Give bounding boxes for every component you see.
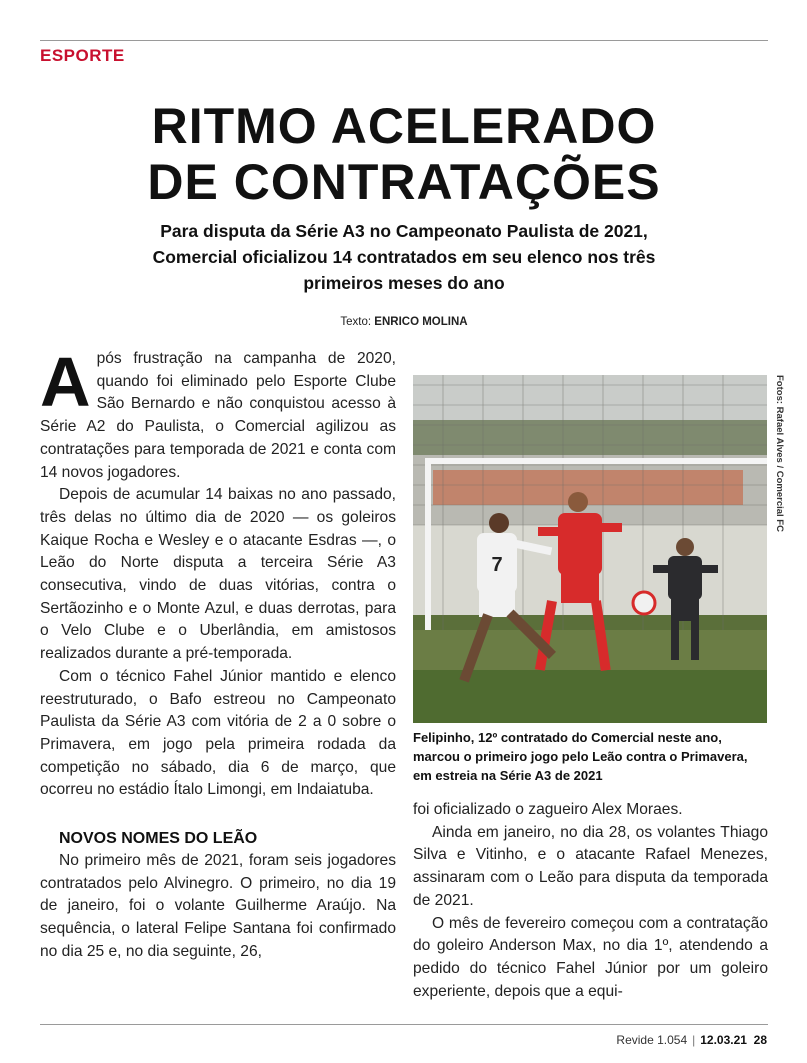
paragraph-3: Com o técnico Fahel Júnior mantido e elenco reestruturado, o Bafo estreou no Campeonato Paulista da Série A3 com vitória de 2 a 0 sobre o Primavera, em jogo pela primeira rodada da competição no sábado, dia 6 de março, que ocorreu no estádio Ítalo Limongi, em Indaiatuba. xyxy=(40,667,396,799)
page-footer xyxy=(616,1033,767,1047)
headline-line-2: DE CONTRATAÇÕES xyxy=(147,154,661,210)
paragraph-1-text: pós frustração na campanha de 2020, quando foi eliminado pelo Esporte Clube São Bernardo e não conquistou acesso à Série A2 do Paulista, o Comercial agilizou as contratações para temporada de 2021 e conta com 14 novos jogadores. xyxy=(40,350,396,481)
photo-credit: Fotos: Rafael Alves / Comercial FC xyxy=(774,375,785,532)
paragraph-7: O mês de fevereiro começou com a contratação do goleiro Anderson Max, no dia 1º, atendendo a pedido do técnico Fahel Júnior por um goleiro experiente, depois que a equi- xyxy=(413,914,768,1000)
footer-page-number: 28 xyxy=(753,1033,767,1047)
paragraph-1 xyxy=(40,343,396,484)
byline xyxy=(40,316,768,328)
headline xyxy=(40,98,768,210)
article-column-2 xyxy=(413,799,768,1003)
byline-author: ENRICO MOLINA xyxy=(374,316,468,328)
section-label: ESPORTE xyxy=(40,46,125,65)
paragraph-5: foi oficializado o zagueiro Alex Moraes. xyxy=(413,801,683,818)
photo-caption: Felipinho, 12º contratado do Comercial neste ano, marcou o primeiro jogo pelo Leão contra o Primavera, em estreia na Série A3 de 2021 xyxy=(413,730,748,783)
subhead: NOVOS NOMES DO LEÃO xyxy=(59,830,258,848)
match-photo xyxy=(413,375,767,723)
footer-separator: | xyxy=(692,1033,696,1047)
jersey-number: 7 xyxy=(491,554,503,576)
standfirst: Para disputa da Série A3 no Campeonato Paulista de 2021, Comercial oficializou 14 contratados em seu elenco nos três primeiros meses do ano xyxy=(152,221,656,293)
byline-label: Texto: xyxy=(340,316,372,328)
top-rule xyxy=(40,40,768,41)
paragraph-4: No primeiro mês de 2021, foram seis jogadores contratados pelo Alvinegro. O primeiro, no dia 19 de janeiro, foi o volante Guilherme Araújo. Na sequência, o lateral Felipe Santana foi confirmado no dia 25 e, no dia seguinte, 26, xyxy=(40,852,396,960)
headline-line-1: RITMO ACELERADO xyxy=(151,98,657,154)
article-column-1 xyxy=(40,343,396,964)
bottom-rule xyxy=(40,1024,768,1025)
drop-cap: A xyxy=(40,343,91,421)
paragraph-2: Depois de acumular 14 baixas no ano passado, três delas no último dia de 2020 — os goleiros Kaique Rocha e Wesley e o atacante Esdras —, o Leão do Norte disputa a terceira Série A3 consecutiva, vindo de duas vitórias, contra o Sertãozinho e o Monte Azul, e duas derrotas, para o Velo Clube e o Uberlândia, em amistosos realizados durante a pré-temporada. xyxy=(40,486,396,663)
footer-publication: Revide 1.054 xyxy=(616,1033,688,1047)
paragraph-6: Ainda em janeiro, no dia 28, os volantes Thiago Silva e Vitinho, e o atacante Rafael Menezes, assinaram com o Leão para disputa da temporada de 2021. xyxy=(413,823,768,909)
ball-icon xyxy=(633,592,655,614)
footer-date: 12.03.21 xyxy=(700,1033,747,1047)
photo-illustration xyxy=(413,375,767,723)
